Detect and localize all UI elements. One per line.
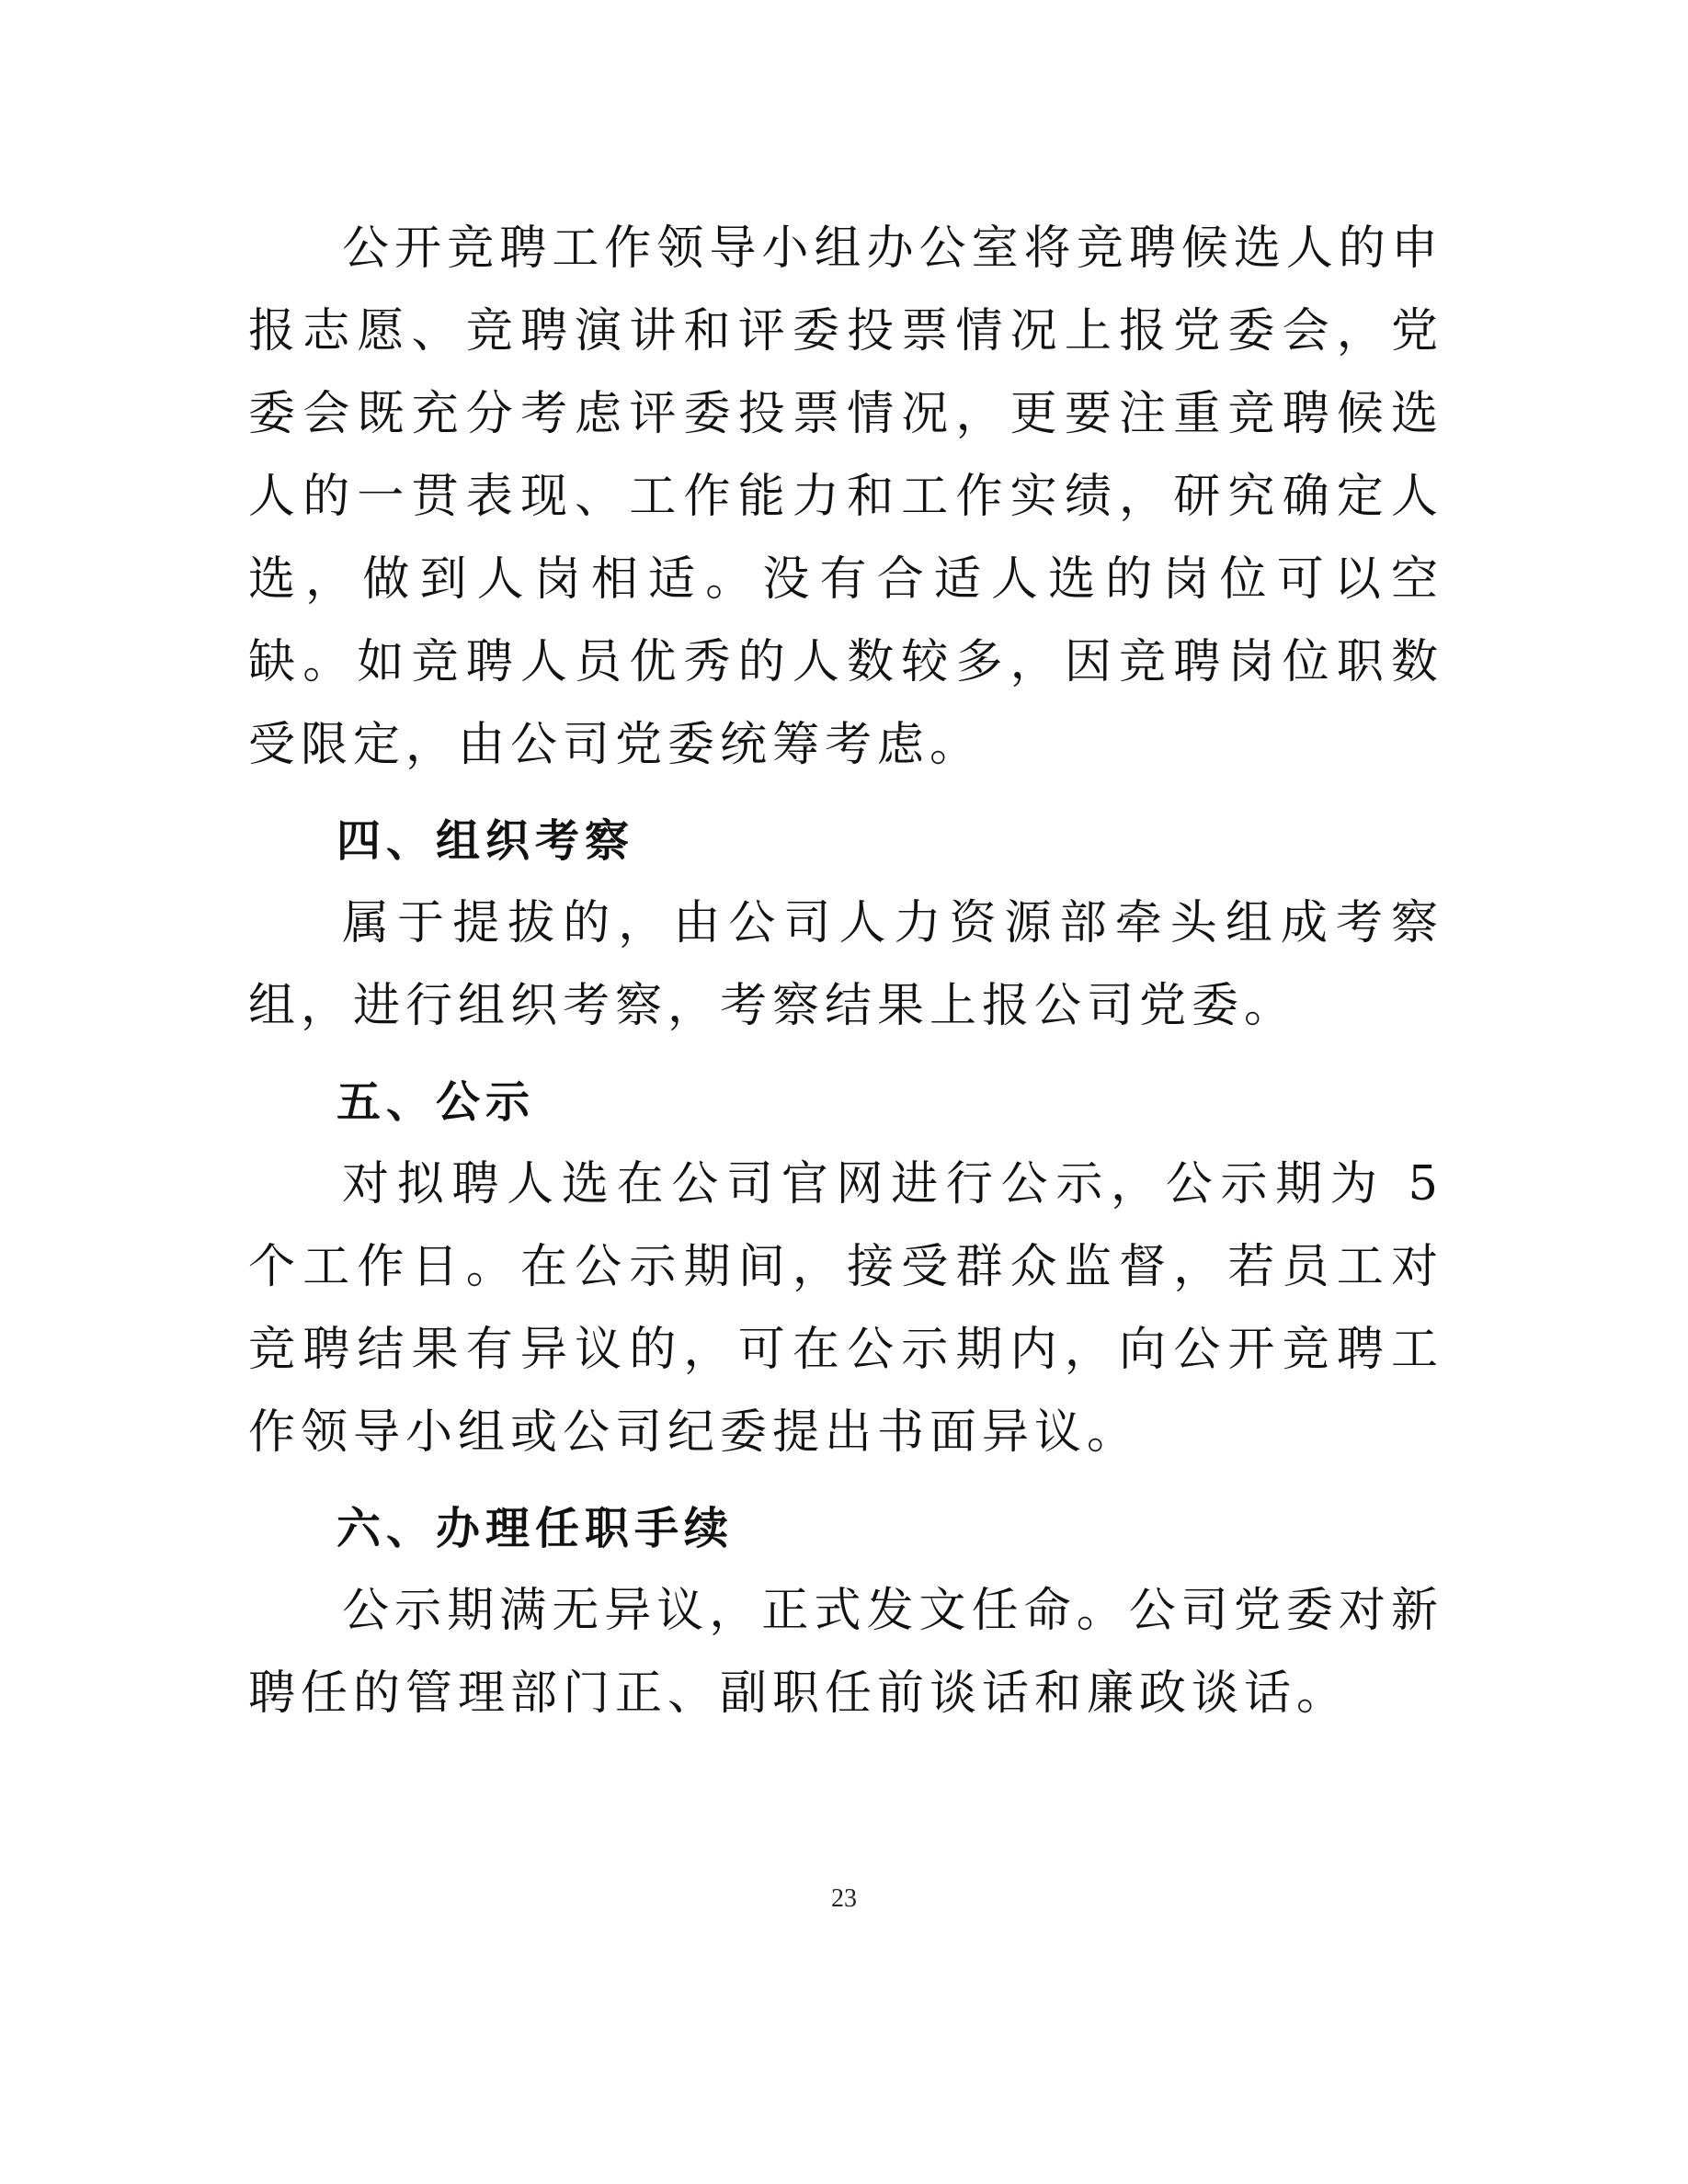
paragraph-appointment-procedures: 公示期满无异议，正式发文任命。公司党委对新聘任的管理部门正、副职任前谈话和廉政谈话。 bbox=[248, 1584, 1443, 1721]
section-heading-appointment-procedures: 六、办理任职手续 bbox=[336, 1503, 735, 1554]
document-body bbox=[248, 208, 1443, 1735]
section-heading-public-notice: 五、公示 bbox=[336, 1076, 536, 1128]
paragraph-candidate-review: 公开竞聘工作领导小组办公室将竞聘候选人的申报志愿、竞聘演讲和评委投票情况上报党委会，党委会既充分考虑评委投票情况，更要注重竞聘候选人的一贯表现、工作能力和工作实绩，研究确定人选，做到人岗相适。没有合适人选的岗位可以空缺。如竞聘人员优秀的人数较多，因竞聘岗位职数受限定，由公司党委统筹考虑。 bbox=[248, 222, 1443, 772]
paragraph-organizational-inspection: 属于提拔的，由公司人力资源部牵头组成考察组，进行组织考察，考察结果上报公司党委。 bbox=[248, 896, 1443, 1033]
paragraph-public-notice: 对拟聘人选在公司官网进行公示，公示期为 5 个工作日。在公示期间，接受群众监督，若员工对竞聘结果有异议的，可在公示期内，向公开竞聘工作领导小组或公司纪委提出书面异议。 bbox=[248, 1157, 1443, 1460]
page-number: 23 bbox=[831, 1884, 857, 1913]
section-heading-organizational-inspection: 四、组织考察 bbox=[336, 815, 635, 867]
